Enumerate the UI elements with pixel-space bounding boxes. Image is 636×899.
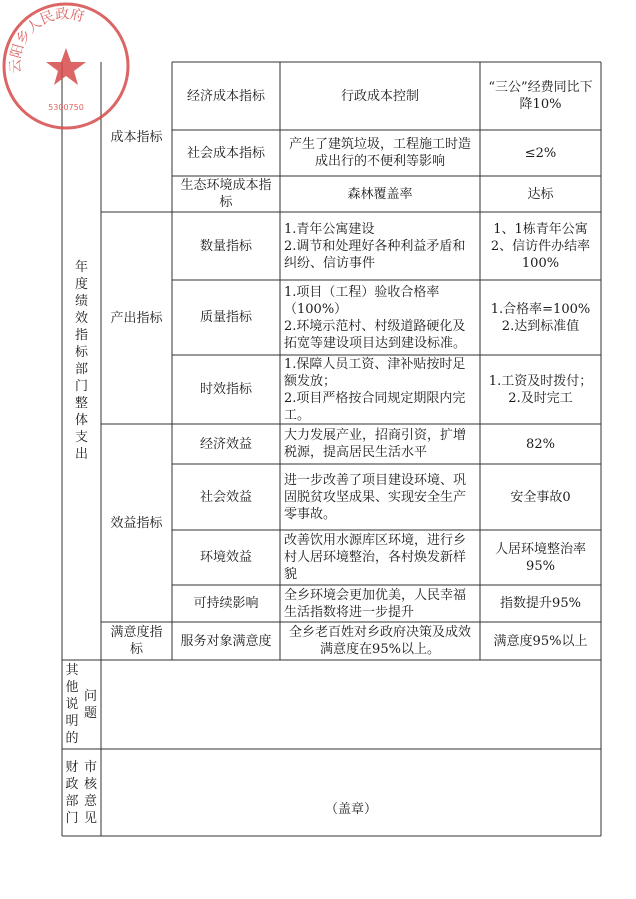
benefit-sustain-target: 指数提升95% <box>500 596 581 611</box>
output-quality-target-line: 2.达到标准值 <box>501 318 580 334</box>
cost-econ-target: “三公”经费同比下降10% <box>488 80 593 112</box>
annual-label-char: 指 <box>74 328 88 343</box>
finance-label-char: 市 <box>84 759 98 775</box>
satisfaction-name: 服务对象满意度 <box>180 633 272 649</box>
benefit-env-name: 环境效益 <box>199 550 252 565</box>
benefit-econ-target: 82% <box>526 436 555 452</box>
annual-label-char: 年 <box>74 260 88 275</box>
output-qty-name: 数量指标 <box>199 238 252 254</box>
cost-eco-name: 生态环境成本指标 <box>180 178 272 210</box>
output-qty-target-line: 1、1栋青年公寓 <box>493 221 588 237</box>
other-label-char: 明 <box>65 714 79 729</box>
other-label-right <box>80 660 101 749</box>
cost-social-name: 社会成本指标 <box>186 145 265 161</box>
other-label-char: 题 <box>84 705 98 721</box>
output-time-target-line: 1.工资及时拨付； <box>488 373 593 389</box>
annual-label-char: 绩 <box>74 294 88 309</box>
benefit-sustain-name: 可持续影响 <box>193 596 259 611</box>
annual-label-char: 门 <box>74 379 88 394</box>
annual-label-char: 整 <box>74 396 88 411</box>
output-qty-target-line: 2、信访件办结率100% <box>490 238 591 271</box>
benefit-env-content: 改善饮用水源库区环境，进行乡村人居环境整治，各村焕发新样貌 <box>284 533 467 582</box>
seal-label: （盖章） <box>324 802 377 817</box>
output-group-label: 产出指标 <box>110 310 163 326</box>
annual-label-char: 部 <box>74 362 88 377</box>
output-quality-target-line: 1.合格率=100% <box>490 301 591 317</box>
output-qty-content <box>280 212 480 280</box>
annual-label-char: 度 <box>74 277 88 292</box>
finance-label-left <box>62 749 82 836</box>
cost-group-label: 成本指标 <box>110 129 163 145</box>
cost-eco-content: 森林覆盖率 <box>347 186 413 202</box>
other-label-char: 的 <box>65 731 79 746</box>
output-time-target <box>480 355 601 424</box>
output-qty-content-line: 2.调节和处理好各种利益矛盾和纠纷、信访事件 <box>284 238 466 271</box>
output-quality-name: 质量指标 <box>199 310 252 325</box>
satisfaction-target: 满意度95%以上 <box>493 633 588 649</box>
cost-econ-name: 经济成本指标 <box>186 88 265 104</box>
benefit-social-name: 社会效益 <box>199 489 252 505</box>
other-label-char: 他 <box>65 680 79 695</box>
annual-performance-label <box>62 62 101 660</box>
output-qty-content-line: 1.青年公寓建设 <box>284 221 375 237</box>
other-explanation-area[interactable] <box>101 660 601 749</box>
benefit-social-target: 安全事故0 <box>510 489 571 505</box>
annual-label-char: 效 <box>74 311 88 326</box>
satisfaction-group-label: 满意度指标 <box>110 625 163 657</box>
finance-label-char: 部 <box>65 793 79 809</box>
output-time-content <box>280 355 480 424</box>
output-quality-content-line: 1.项目（工程）验收合格率（100%） <box>284 284 440 317</box>
finance-label-char: 见 <box>84 810 98 826</box>
annual-label-char: 体 <box>74 413 88 428</box>
cost-eco-target: 达标 <box>527 186 554 202</box>
other-label-char: 问 <box>84 688 98 704</box>
satisfaction-content: 全乡老百姓对乡政府决策及成效满意度在95%以上。 <box>288 625 471 657</box>
other-label-char: 其 <box>65 663 79 678</box>
benefit-group-label: 效益指标 <box>110 515 163 531</box>
other-label-char: 说 <box>65 697 79 712</box>
benefit-econ-content: 大力发展产业，招商引资，扩增税源，提高居民生活水平 <box>284 428 467 460</box>
output-time-name: 时效指标 <box>199 382 252 397</box>
output-time-content-line: 1.保障人员工资、津补贴按时足额发放； <box>284 356 466 389</box>
finance-label-char: 财 <box>65 759 79 775</box>
annual-label-char: 标 <box>74 345 88 360</box>
output-quality-content-line: 2.环境示范村、村级道路硬化及拓宽等建设项目达到建设标准。 <box>284 318 467 351</box>
cost-social-target: ≤2% <box>524 145 557 161</box>
svg-text:云阳乡人民政府: 云阳乡人民政府 <box>7 6 86 74</box>
cost-econ-content: 行政成本控制 <box>340 88 419 104</box>
cost-social-content: 产生了建筑垃圾，工程施工时造成出行的不便利等影响 <box>288 137 471 169</box>
output-quality-target <box>480 280 601 355</box>
finance-review-area[interactable] <box>101 749 601 836</box>
finance-label-char: 政 <box>65 776 79 792</box>
finance-label-right <box>80 749 101 836</box>
finance-label-char: 核 <box>84 776 98 792</box>
benefit-sustain-content: 全乡环境会更加优美，人民幸福生活指数将进一步提升 <box>284 587 467 620</box>
finance-label-char: 意 <box>84 793 98 809</box>
output-qty-target <box>480 212 601 280</box>
annual-label-char: 出 <box>74 447 88 462</box>
svg-text:5300750: 5300750 <box>48 103 84 112</box>
annual-label-char: 支 <box>74 430 88 445</box>
benefit-social-content: 进一步改善了项目建设环境、巩固脱贫攻坚成果、实现安全生产零事故。 <box>284 472 467 522</box>
finance-label-char: 门 <box>65 810 79 826</box>
output-time-content-line: 2.项目严格按合同规定期限内完工。 <box>284 390 466 423</box>
output-quality-content <box>280 280 480 355</box>
benefit-env-target: 人居环境整治率95% <box>494 541 586 574</box>
benefit-econ-name: 经济效益 <box>199 436 252 452</box>
other-label-left <box>62 660 82 749</box>
output-time-target-line: 2.及时完工 <box>508 390 573 406</box>
